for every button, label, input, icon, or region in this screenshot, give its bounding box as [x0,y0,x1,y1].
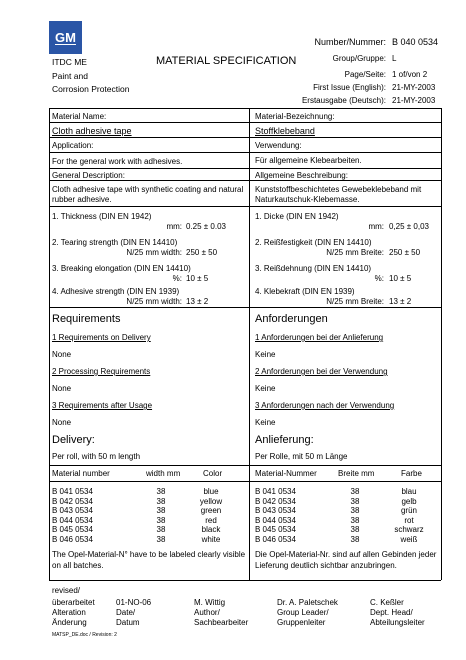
property-3-unit-de: %: [374,274,384,283]
row-width: 38 [350,506,360,516]
dept-line1: Paint and [52,71,88,81]
row-color: white [201,535,221,544]
row-material-number: B 041 0534 [255,487,296,496]
row-line-6 [49,206,441,207]
dept-head-label: Dept. Head/ [370,608,413,617]
property-1-label: 1. Thickness (DIN EN 1942) [52,212,152,221]
col-color-de: Farbe [401,469,422,478]
row-line-4 [49,168,441,169]
label-note-line2-de: Lieferung deutlich sichtbar anzubringen. [255,561,397,570]
property-3-label-de: 3. Reißdehnung (DIN EN 14410) [255,264,372,273]
delivery-heading: Delivery: [52,434,95,446]
page-label: Page/Seite: [344,70,386,79]
frame-bottom-line [49,580,441,581]
req-processing-de: 2 Anforderungen bei der Verwendung [255,367,388,376]
row-width: 38 [156,487,166,496]
delivery-table-header-line-de [249,481,441,482]
property-4-label: 4. Adhesive strength (DIN EN 1939) [52,287,180,296]
group-leader-name: Dr. A. Paletschek [277,598,338,607]
property-2-label: 2. Tearing strength (DIN EN 14410) [52,238,178,247]
row-material-number: B 045 0534 [255,525,296,535]
footer-col1-line3: Änderung [52,618,87,627]
general-description-label: General Description: [52,171,125,180]
footer-col1-line2: Alteration [52,608,86,617]
req-delivery: 1 Requirements on Delivery [52,333,151,342]
group-leader-label: Group Leader/ [277,608,329,617]
row-width: 38 [156,535,166,544]
row-color: green [200,506,222,516]
requirements-heading-de: Anforderungen [255,313,328,325]
author-label: Author/ [194,608,220,617]
col-material-number-de: Material-Nummer [255,469,317,478]
property-4-value-de: 13 ± 2 [389,297,412,306]
col-material-number: Material number [52,469,110,478]
abteilungsleiter-label: Abteilungsleiter [370,618,425,627]
frame-right-line [441,108,442,580]
label-note-line1-de: Die Opel-Material-Nr. sind auf allen Gebinden jeder [255,550,437,559]
property-3-label: 3. Breaking elongation (DIN EN 14410) [52,264,191,273]
row-material-number: B 042 0534 [255,496,296,506]
dept-line2: Corrosion Protection [52,84,130,94]
property-1-value-de: 0,25 ± 0,03 [389,222,429,231]
gm-logo: GM [49,21,82,54]
property-4-unit: N/25 mm width: [126,297,182,306]
row-width: 38 [156,496,166,506]
general-description-label-de: Allgemeine Beschreibung: [255,171,348,180]
req-after-usage: 3 Requirements after Usage [52,401,153,410]
label-note-line2: on all batches. [52,561,104,570]
material-name-label-de: Material-Bezeichnung: [255,112,335,121]
frame-left-line [49,108,50,580]
row-material-number: B 043 0534 [255,506,296,516]
row-color: grün [400,506,417,516]
material-name-de: Stoffklebeband [255,126,315,136]
general-description-line1: Cloth adhesive tape with synthetic coating and natural [52,185,244,194]
property-1-unit: mm: [166,222,182,231]
first-issue-value: 21-MY-2003 [392,83,436,92]
row-width: 38 [156,525,166,535]
row-color: gelb [401,496,417,506]
property-3-value-de: 10 ± 5 [389,274,412,283]
col-color: Color [203,469,223,478]
per-roll-text-de: Per Rolle, mit 50 m Länge [255,452,348,461]
req-delivery-value-de: Keine [255,350,276,359]
general-description-line2: rubber adhesive. [52,195,112,204]
col-width: width mm [146,469,181,478]
row-material-number: B 045 0534 [52,525,93,535]
date-label: Date/ [116,608,136,617]
dept-head-name: C. Keßler [370,598,404,607]
property-1-unit-de: mm: [368,222,384,231]
row-color: weiß [400,535,418,544]
application-label: Application: [52,141,94,150]
row-width: 38 [350,525,360,535]
row-material-number: B 043 0534 [52,506,93,516]
delivery-heading-de: Anlieferung: [255,434,314,446]
per-roll-text: Per roll, with 50 m length [52,452,141,461]
row-line-1 [49,122,441,123]
req-after-usage-value: None [52,418,72,427]
number-label: Number/Nummer: [314,37,386,47]
property-2-value-de: 250 ± 50 [389,248,421,257]
property-2-label-de: 2. Reißfestigkeit (DIN EN 14410) [255,238,372,247]
req-delivery-value: None [52,350,72,359]
row-material-number: B 044 0534 [255,515,296,525]
row-width: 38 [350,535,360,544]
delivery-table-top-line [49,465,249,466]
revision-date: 01-NO-06 [116,598,152,607]
row-line-3 [49,152,441,153]
sachbearbeiter-label: Sachbearbeiter [194,618,249,627]
frame-mid-line [49,307,441,308]
row-material-number: B 046 0534 [255,535,296,544]
org-name: ITDC ME [52,57,87,67]
datum-label: Datum [116,618,140,627]
row-color: red [205,515,217,525]
req-after-usage-value-de: Keine [255,418,276,427]
row-width: 38 [350,496,360,506]
property-4-label-de: 4. Klebekraft (DIN EN 1939) [255,287,355,296]
req-processing-value: None [52,384,72,393]
general-description-line2-de: Naturkautschuk-Klebemasse. [255,195,360,204]
revised-label: revised/ [52,586,81,595]
property-2-unit-de: N/25 mm Breite: [326,248,384,257]
label-note-line1: The Opel-Material-N° have to be labeled clearly visible [52,550,246,559]
row-material-number: B 046 0534 [52,535,93,544]
property-1-value: 0.25 ± 0.03 [186,222,226,231]
number-value: B 040 0534 [392,37,439,47]
property-1-label-de: 1. Dicke (DIN EN 1942) [255,212,339,221]
row-color: schwarz [394,525,424,535]
req-processing-value-de: Keine [255,384,276,393]
row-material-number: B 042 0534 [52,496,93,506]
row-width: 38 [350,487,360,496]
document-title: MATERIAL SPECIFICATION [156,55,297,67]
material-name: Cloth adhesive tape [52,126,132,136]
row-color: blue [203,487,219,496]
group-label: Group/Gruppe: [332,54,386,63]
req-after-usage-de: 3 Anforderungen nach der Verwendung [255,401,395,410]
frame-center-line [249,108,250,580]
property-3-value: 10 ± 5 [186,274,209,283]
row-color: yellow [199,496,223,506]
delivery-table-top-line-de [249,465,441,466]
row-width: 38 [156,506,166,516]
property-3-unit: %: [172,274,182,283]
row-width: 38 [156,515,166,525]
first-issue-label: First Issue (English): [313,83,386,92]
row-material-number: B 044 0534 [52,515,93,525]
footer-col1-line1: überarbeitet [52,598,95,607]
row-color: black [201,525,221,535]
row-color: rot [404,515,414,525]
row-line-2 [49,137,441,138]
property-4-value: 13 ± 2 [186,297,209,306]
material-name-label: Material Name: [52,112,107,121]
application-text: For the general work with adhesives. [52,157,183,166]
page-value: 1 of/von 2 [392,70,428,79]
req-delivery-de: 1 Anforderungen bei der Anlieferung [255,333,384,342]
document-reference: MATSP_DE.doc / Revision: 2 [52,632,117,638]
application-text-de: Für allgemeine Klebearbeiten. [255,156,362,165]
property-2-unit: N/25 mm width: [126,248,182,257]
erstausgabe-label: Erstausgabe (Deutsch): [301,96,386,105]
req-processing: 2 Processing Requirements [52,367,151,376]
col-width-de: Breite mm [338,469,375,478]
row-line-5 [49,180,441,181]
general-description-line1-de: Kunststoffbeschichtetes Gewebeklebeband mit [255,185,422,194]
frame-top-line [49,108,441,109]
property-4-unit-de: N/25 mm Breite: [326,297,384,306]
erstausgabe-value: 21-MY-2003 [392,96,436,105]
delivery-table-header-line [49,481,249,482]
group-value: L [392,54,397,63]
row-color: blau [401,487,417,496]
gruppenleiter-label: Gruppenleiter [277,618,326,627]
application-label-de: Verwendung: [255,141,302,150]
property-2-value: 250 ± 50 [186,248,218,257]
requirements-heading: Requirements [52,313,121,325]
row-width: 38 [350,515,360,525]
author-name: M. Wittig [194,598,226,607]
row-material-number: B 041 0534 [52,487,93,496]
